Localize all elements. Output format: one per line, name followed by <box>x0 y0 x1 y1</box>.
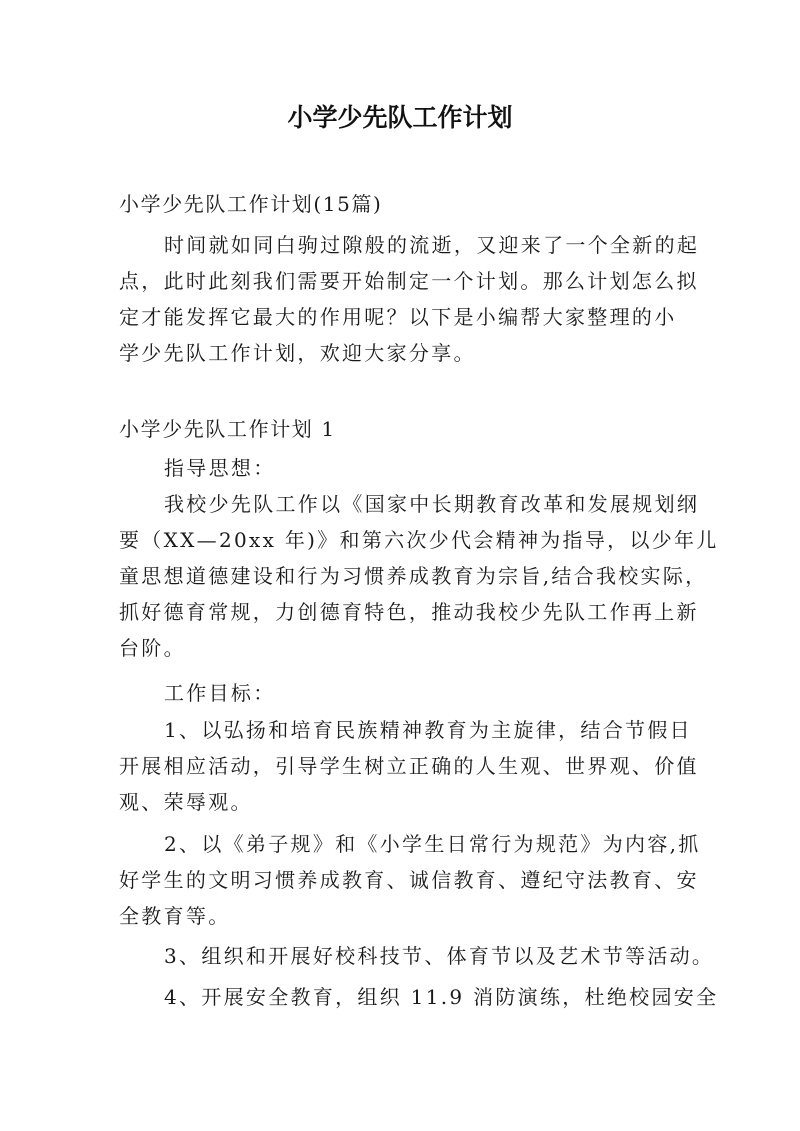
guiding-line: 要（XX—20xx 年)》和第六次少代会精神为指导，以少年儿 <box>119 528 719 552</box>
goal-1-line: 1、以弘扬和培育民族精神教育为主旋律，结合节假日 <box>164 718 692 742</box>
goal-2-line: 2、以《弟子规》和《小学生日常行为规范》为内容,抓 <box>164 832 701 856</box>
intro-line: 定才能发挥它最大的作用呢？以下是小编帮大家整理的小 <box>119 305 677 329</box>
intro-line: 学少先队工作计划，欢迎大家分享。 <box>119 341 476 365</box>
guiding-line: 童思想道德建设和行为习惯养成教育为宗旨,结合我校实际， <box>119 564 708 588</box>
goal-1-line: 开展相应活动，引导学生树立正确的人生观、世界观、价值 <box>119 754 699 778</box>
goals-label: 工作目标： <box>164 681 276 705</box>
goal-2-line: 全教育等。 <box>119 904 231 928</box>
goal-3-line: 3、组织和开展好校科技节、体育节以及艺术节等活动。 <box>164 944 715 968</box>
intro-line: 点，此时此刻我们需要开始制定一个计划。那么计划怎么拟 <box>119 269 699 293</box>
goal-1-line: 观、荣辱观。 <box>119 790 253 814</box>
document-title: 小学少先队工作计划 <box>287 103 513 132</box>
guiding-label: 指导思想： <box>164 456 276 480</box>
guiding-line: 我校少先队工作以《国家中长期教育改革和发展规划纲 <box>164 492 700 516</box>
intro-line: 时间就如同白驹过隙般的流逝，又迎来了一个全新的起 <box>164 233 700 257</box>
guiding-line: 抓好德育常规，力创德育特色，推动我校少先队工作再上新 <box>119 600 699 624</box>
section-heading: 小学少先队工作计划 1 <box>119 417 336 441</box>
goal-2-line: 好学生的文明习惯养成教育、诚信教育、遵纪守法教育、安 <box>119 868 699 892</box>
goal-4-line: 4、开展安全教育，组织 11.9 消防演练，杜绝校园安全 <box>164 985 719 1009</box>
collection-heading: 小学少先队工作计划(15篇) <box>119 192 383 216</box>
guiding-line: 台阶。 <box>119 636 186 660</box>
